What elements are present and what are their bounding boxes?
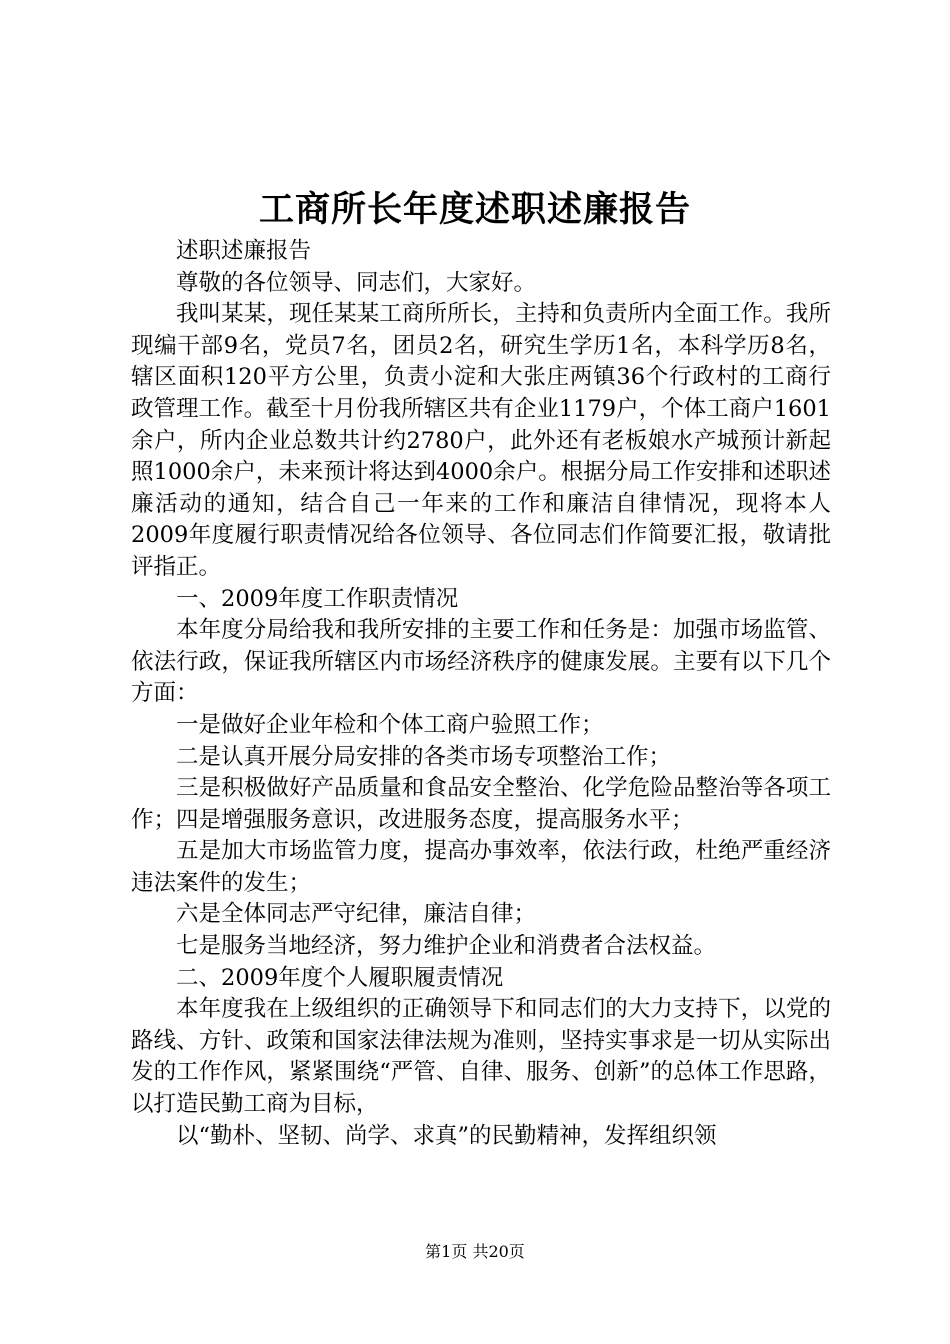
paragraph-greeting: 尊敬的各位领导、同志们，大家好。 xyxy=(176,269,537,296)
list-item-5: 五是加大市场监管力度，提高办事效率，依法行政，杜绝严重经济违法案件的发生； xyxy=(131,838,831,896)
paragraph-heading: 述职述廉报告 xyxy=(176,238,312,264)
list-item-6: 六是全体同志严守纪律，廉洁自律； xyxy=(176,901,537,928)
document-title: 工商所长年度述职述廉报告 xyxy=(258,189,691,230)
document-body xyxy=(131,236,831,1152)
paragraph-intro: 我叫某某，现任某某工商所所长，主持和负责所内全面工作。我所现编干部9名，党员7名，团员2名，研究生学历1名，本科学历8名，辖区面积120平方公里，负责小淀和大张庄两镇36个行政村的工商行政管理工作。截至十月份我所辖区共有企业1179户，个体工商户1601余户，所内企业总数共计约2780户，此外还有老板娘水产城预计新起照1000余户，未来预计将达到4000余户。根据分局工作安排和述职述廉活动的通知，结合自己一年来的工作和廉洁自律情况，现将本人2009年度履行职责情况给各位领导、各位同志们作简要汇报，敬请批评指正。 xyxy=(131,301,831,580)
paragraph-performance: 本年度我在上级组织的正确领导下和同志们的大力支持下，以党的路线、方针、政策和国家法律法规为准则，坚持实事求是一切从实际出发的工作作风，紧紧围绕“严管、自律、服务、创新”的总体工作思路，以打造民勤工商为目标， xyxy=(131,996,831,1118)
paragraph-duties: 本年度分局给我和我所安排的主要工作和任务是：加强市场监管、依法行政，保证我所辖区内市场经济秩序的健康发展。主要有以下几个方面： xyxy=(131,617,831,707)
page-number: 第1页 共20页 xyxy=(425,1242,525,1261)
list-item-2: 二是认真开展分局安排的各类市场专项整治工作； xyxy=(176,743,672,770)
list-item-1: 一是做好企业年检和个体工商户验照工作； xyxy=(176,711,604,738)
section-heading-2: 二、2009年度个人履职履责情况 xyxy=(176,964,504,991)
paragraph-spirit: 以“勤朴、坚韧、尚学、求真”的民勤精神，发挥组织领 xyxy=(176,1122,717,1149)
section-heading-1: 一、2009年度工作职责情况 xyxy=(176,585,459,612)
list-item-3-4: 三是积极做好产品质量和食品安全整治、化学危险品整治等各项工作；四是增强服务意识，改进服务态度，提高服务水平； xyxy=(131,775,831,833)
list-item-7: 七是服务当地经济，努力维护企业和消费者合法权益。 xyxy=(176,933,717,960)
